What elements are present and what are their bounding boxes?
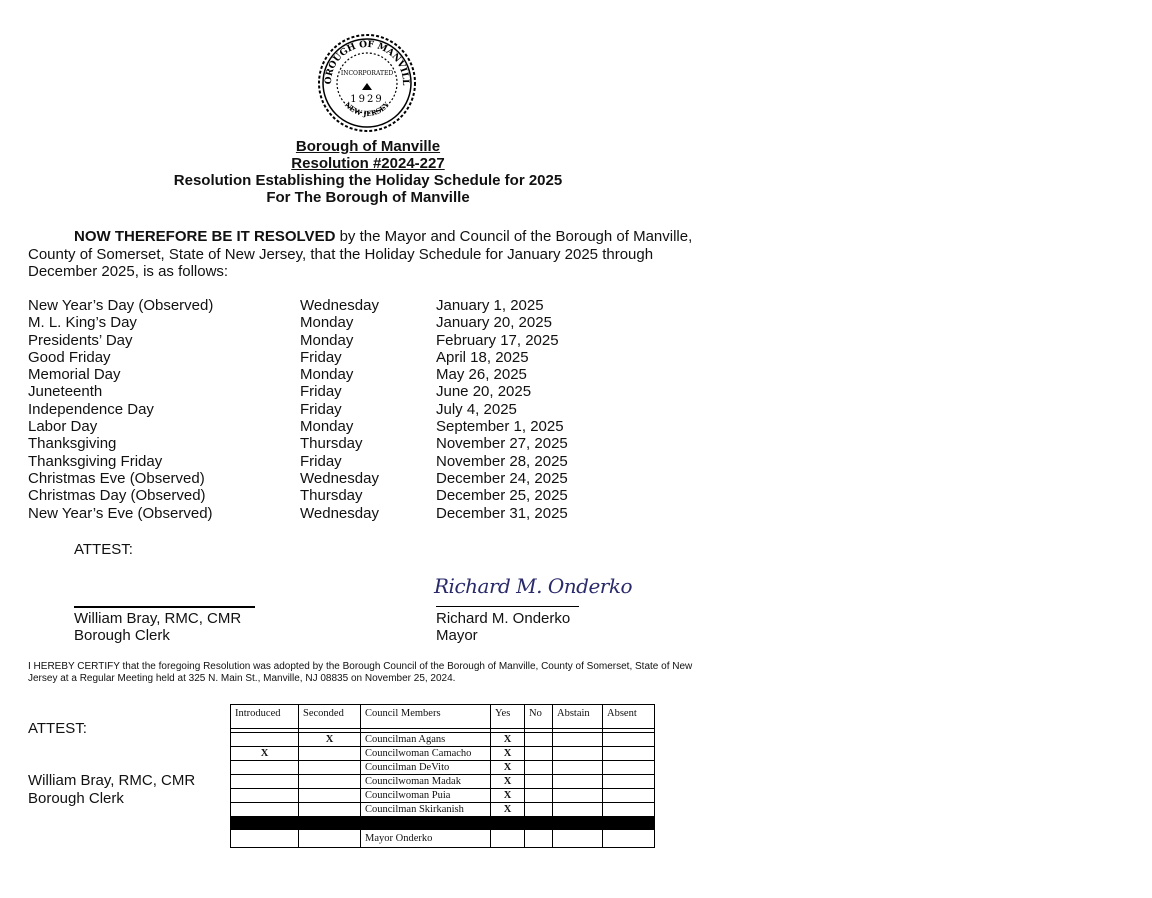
- vote-cell-absent: [603, 830, 655, 848]
- attest2-clerk-title: Borough Clerk: [28, 790, 124, 807]
- vote-cell-no: [525, 733, 553, 747]
- clerk-title: Borough Clerk: [74, 627, 170, 644]
- borough-seal: [314, 30, 420, 136]
- attest2-label: ATTEST:: [28, 720, 87, 737]
- attest2-clerk-name: William Bray, RMC, CMR: [28, 772, 196, 789]
- header-resolution-number: Resolution #2024-227: [291, 155, 445, 172]
- vote-table: [230, 704, 655, 848]
- vote-cell-abstain: [553, 775, 603, 789]
- certification-text: I HEREBY CERTIFY that the foregoing Resolution was adopted by the Borough Council of the Borough of Manville, County of Somerset, State of New Jersey at a Regular Meeting held at 325 N. Main St., Manville, NJ 08835 on November 25, 2024.: [28, 661, 693, 684]
- council-member-row: [231, 747, 655, 761]
- vote-cell-member: Councilman Skirkanish: [361, 803, 491, 817]
- vote-cell-abstain: [553, 733, 603, 747]
- holiday-row: [28, 487, 628, 504]
- holiday-name: Thanksgiving: [28, 435, 117, 453]
- vote-cell-seconded: [299, 789, 361, 803]
- vote-cell-no: [525, 761, 553, 775]
- header-absent: Absent: [603, 705, 655, 729]
- vote-cell-no: [525, 789, 553, 803]
- clerk-signature-line: [74, 606, 255, 608]
- holiday-weekday: Monday: [300, 366, 354, 384]
- holiday-date: February 17, 2025: [436, 331, 559, 349]
- holiday-date: September 1, 2025: [436, 418, 564, 436]
- vote-cell-introduced: X: [231, 747, 299, 761]
- holiday-row: [28, 505, 628, 522]
- holiday-name: New Year’s Eve (Observed): [28, 504, 213, 522]
- holiday-weekday: Friday: [300, 452, 342, 470]
- holiday-row: [28, 401, 628, 418]
- vote-cell-absent: [603, 789, 655, 803]
- vote-cell-introduced: [231, 775, 299, 789]
- vote-cell-yes: X: [491, 789, 525, 803]
- holiday-weekday: Monday: [300, 418, 354, 436]
- holiday-weekday: Friday: [300, 348, 342, 366]
- attest-label: ATTEST:: [74, 541, 133, 558]
- holiday-date: January 1, 2025: [436, 297, 544, 314]
- holiday-row: [28, 418, 628, 435]
- vote-cell-seconded: [299, 803, 361, 817]
- holiday-name: Thanksgiving Friday: [28, 452, 163, 470]
- vote-cell-yes: X: [491, 747, 525, 761]
- holiday-row: [28, 435, 628, 452]
- holiday-date: June 20, 2025: [436, 383, 532, 401]
- intro-paragraph: [28, 228, 718, 281]
- vote-cell-absent: [603, 803, 655, 817]
- holiday-name: Juneteenth: [28, 383, 103, 401]
- holiday-row: [28, 297, 628, 314]
- vote-cell-abstain: [553, 789, 603, 803]
- council-member-row: [231, 775, 655, 789]
- vote-cell-no: [525, 803, 553, 817]
- vote-cell-yes: X: [491, 775, 525, 789]
- svg-text:INCORPORATED: INCORPORATED: [340, 70, 394, 77]
- holiday-weekday: Monday: [300, 331, 354, 349]
- vote-cell-seconded: X: [299, 733, 361, 747]
- holiday-row: [28, 349, 628, 366]
- holiday-weekday: Wednesday: [300, 297, 379, 314]
- vote-cell-abstain: [553, 761, 603, 775]
- svg-text:1929: 1929: [350, 94, 384, 105]
- vote-cell-absent: [603, 733, 655, 747]
- holiday-row: [28, 332, 628, 349]
- mayor-title: Mayor: [436, 627, 478, 644]
- document-header: [68, 138, 668, 206]
- holiday-date: December 25, 2025: [436, 487, 568, 505]
- holiday-weekday: Wednesday: [300, 469, 379, 487]
- vote-cell-introduced: [231, 830, 299, 848]
- vote-cell-introduced: [231, 761, 299, 775]
- vote-cell-seconded: [299, 775, 361, 789]
- vote-cell-absent: [603, 775, 655, 789]
- holiday-weekday: Thursday: [300, 487, 363, 505]
- holiday-weekday: Thursday: [300, 435, 363, 453]
- holiday-name: Presidents’ Day: [28, 331, 133, 349]
- vote-cell-abstain: [553, 747, 603, 761]
- vote-cell-yes: X: [491, 733, 525, 747]
- holiday-row: [28, 314, 628, 331]
- header-introduced: Introduced: [231, 705, 299, 729]
- holiday-date: May 26, 2025: [436, 366, 527, 384]
- council-member-row: [231, 789, 655, 803]
- holiday-name: New Year’s Day (Observed): [28, 297, 214, 314]
- vote-table-divider: [231, 817, 655, 830]
- intro-text: by the Mayor and Council of the Borough of Manville, County of Somerset, State of New Jersey, that the Holiday Schedule for January 2025 through December 2025, is as follows:: [28, 228, 693, 280]
- vote-cell-no: [525, 830, 553, 848]
- holiday-row: [28, 383, 628, 400]
- holiday-name: Christmas Day (Observed): [28, 487, 206, 505]
- holiday-date: January 20, 2025: [436, 314, 552, 332]
- holiday-date: December 24, 2025: [436, 469, 568, 487]
- vote-cell-yes: X: [491, 803, 525, 817]
- holiday-row: [28, 470, 628, 487]
- vote-cell-introduced: [231, 803, 299, 817]
- vote-cell-introduced: [231, 789, 299, 803]
- header-seconded: Seconded: [299, 705, 361, 729]
- holiday-name: M. L. King’s Day: [28, 314, 137, 332]
- header-council-members: Council Members: [361, 705, 491, 729]
- mayor-signature-line: [436, 606, 579, 607]
- vote-cell-abstain: [553, 803, 603, 817]
- holiday-name: Christmas Eve (Observed): [28, 469, 205, 487]
- vote-cell-no: [525, 775, 553, 789]
- holiday-weekday: Friday: [300, 383, 342, 401]
- header-no: No: [525, 705, 553, 729]
- holiday-name: Labor Day: [28, 418, 98, 436]
- holiday-row: [28, 453, 628, 470]
- holiday-weekday: Wednesday: [300, 504, 379, 522]
- clerk-name: William Bray, RMC, CMR: [74, 610, 242, 627]
- vote-cell-seconded: [299, 747, 361, 761]
- vote-cell-member: Mayor Onderko: [361, 830, 491, 848]
- holiday-date: April 18, 2025: [436, 348, 529, 366]
- vote-cell-absent: [603, 761, 655, 775]
- holiday-date: November 28, 2025: [436, 452, 568, 470]
- vote-cell-member: Councilman Agans: [361, 733, 491, 747]
- header-resolution-title: Resolution Establishing the Holiday Schedule for 2025: [173, 172, 563, 189]
- intro-bold: NOW THEREFORE BE IT RESOLVED: [74, 228, 336, 245]
- vote-cell-member: Councilwoman Camacho: [361, 747, 491, 761]
- vote-cell-member: Councilwoman Puia: [361, 789, 491, 803]
- holiday-list: [28, 297, 628, 522]
- header-borough: Borough of Manville: [295, 138, 441, 155]
- vote-cell-absent: [603, 747, 655, 761]
- svg-text:NEW JERSEY: NEW JERSEY: [342, 100, 392, 119]
- holiday-name: Good Friday: [28, 348, 111, 366]
- holiday-date: December 31, 2025: [436, 504, 568, 522]
- vote-cell-yes: [491, 830, 525, 848]
- mayor-name: Richard M. Onderko: [436, 610, 571, 627]
- mayor-signature: Richard M. Onderko: [434, 574, 633, 598]
- header-resolution-subtitle: For The Borough of Manville: [266, 189, 470, 206]
- council-member-row: [231, 761, 655, 775]
- council-member-row: [231, 803, 655, 817]
- svg-text:BOROUGH OF MANVILLE: OROUGH OF MANVILL: [323, 39, 411, 86]
- council-member-row: [231, 733, 655, 747]
- vote-cell-seconded: [299, 830, 361, 848]
- holiday-weekday: Monday: [300, 314, 354, 332]
- vote-cell-no: [525, 747, 553, 761]
- header-abstain: Abstain: [553, 705, 603, 729]
- vote-cell-member: Councilwoman Madak: [361, 775, 491, 789]
- holiday-row: [28, 366, 628, 383]
- header-yes: Yes: [491, 705, 525, 729]
- vote-cell-introduced: [231, 733, 299, 747]
- vote-cell-yes: X: [491, 761, 525, 775]
- holiday-name: Independence Day: [28, 400, 154, 418]
- holiday-name: Memorial Day: [28, 366, 121, 384]
- vote-table-header: [231, 705, 655, 729]
- holiday-date: July 4, 2025: [436, 400, 517, 418]
- mayor-row: [231, 830, 655, 848]
- vote-cell-abstain: [553, 830, 603, 848]
- vote-cell-member: Councilman DeVito: [361, 761, 491, 775]
- vote-cell-seconded: [299, 761, 361, 775]
- holiday-date: November 27, 2025: [436, 435, 568, 453]
- holiday-weekday: Friday: [300, 400, 342, 418]
